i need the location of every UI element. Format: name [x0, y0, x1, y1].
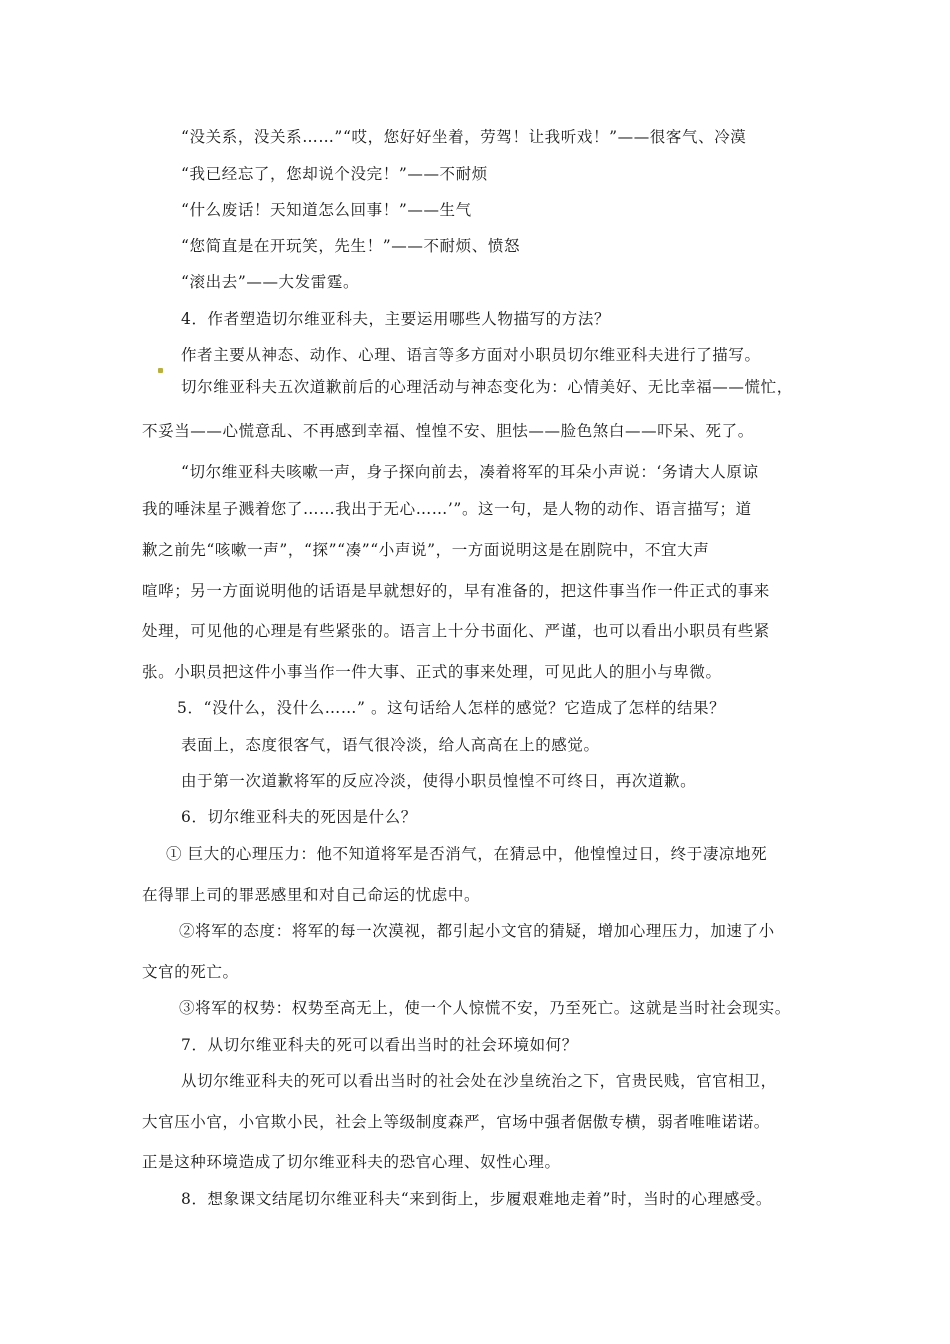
- dialogue-line-1: “没关系，没关系……”“哎，您好好坐着，劳驾！让我听戏！”——很客气、冷漠: [181, 128, 747, 146]
- question-8: 8．想象课文结尾切尔维亚科夫“来到街上，步履艰难地走着”时，当时的心理感受。: [181, 1190, 773, 1208]
- answer-4-line-2: 切尔维亚科夫五次道歉前后的心理活动与神态变化为：心情美好、无比幸福——慌忙，: [181, 378, 793, 396]
- answer-5-line-2: 由于第一次道歉将军的反应冷淡，使得小职员惶惶不可终日，再次道歉。: [181, 772, 697, 790]
- dialogue-line-5: “滚出去”——大发雷霆。: [181, 273, 360, 291]
- question-7: 7．从切尔维亚科夫的死可以看出当时的社会环境如何？: [181, 1036, 578, 1054]
- analysis-line-1: “切尔维亚科夫咳嗽一声，身子探向前去，凑着将军的耳朵小声说：‘务请大人原谅: [181, 463, 759, 481]
- dialogue-line-2: “我已经忘了，您却说个没完！”——不耐烦: [181, 165, 488, 183]
- question-4: 4．作者塑造切尔维亚科夫，主要运用哪些人物描写的方法？: [181, 310, 611, 328]
- answer-7-line-3: 正是这种环境造成了切尔维亚科夫的恐官心理、奴性心理。: [142, 1153, 561, 1171]
- analysis-line-2: 我的唾沫星子溅着您了……我出于无心……’”。这一句，是人物的动作、语言描写；道: [142, 500, 752, 518]
- answer-6-item-3: ③将军的权势：权势至高无上，使一个人惊慌不安，乃至死亡。这就是当时社会现实。: [179, 999, 791, 1017]
- analysis-line-5: 处理，可见他的心理是有些紧张的。语言上十分书面化、严谨，也可以看出小职员有些紧: [142, 622, 770, 640]
- answer-7-line-1: 从切尔维亚科夫的死可以看出当时的社会处在沙皇统治之下，官贵民贱，官官相卫，: [181, 1072, 777, 1090]
- answer-6-item-1-line-1: ① 巨大的心理压力：他不知道将军是否消气，在猜忌中，他惶惶过日，终于凄凉地死: [166, 845, 768, 863]
- answer-4-line-3: 不妥当——心慌意乱、不再感到幸福、惶惶不安、胆怯——脸色煞白——吓呆、死了。: [142, 422, 754, 440]
- dialogue-line-3: “什么废话！天知道怎么回事！”——生气: [181, 201, 472, 219]
- dialogue-line-4: “您简直是在开玩笑，先生！”——不耐烦、愤怒: [181, 237, 521, 255]
- answer-7-line-2: 大官压小官，小官欺小民，社会上等级制度森严，官场中强者倨傲专横，弱者唯唯诺诺。: [142, 1113, 770, 1131]
- analysis-line-4: 喧哗；另一方面说明他的话语是早就想好的，早有准备的，把这件事当作一件正式的事来: [142, 582, 770, 600]
- answer-5-line-1: 表面上，态度很客气，语气很冷淡，给人高高在上的感觉。: [181, 736, 600, 754]
- answer-6-item-2-line-1: ②将军的态度：将军的每一次漠视，都引起小文官的猜疑，增加心理压力，加速了小: [179, 922, 775, 940]
- bullet-marker: [158, 368, 163, 373]
- answer-6-item-2-line-2: 文官的死亡。: [142, 963, 239, 981]
- answer-4-line-1: 作者主要从神态、动作、心理、语言等多方面对小职员切尔维亚科夫进行了描写。: [181, 346, 761, 364]
- answer-6-item-1-line-2: 在得罪上司的罪恶感里和对自己命运的忧虑中。: [142, 886, 481, 904]
- analysis-line-3: 歉之前先“咳嗽一声”，“探”“凑”“小声说”，一方面说明这是在剧院中，不宜大声: [142, 541, 710, 559]
- analysis-line-6: 张。小职员把这件小事当作一件大事、正式的事来处理，可见此人的胆小与卑微。: [142, 663, 722, 681]
- question-6: 6．切尔维亚科夫的死因是什么？: [181, 808, 417, 826]
- question-5: 5．“没什么，没什么……” 。这句话给人怎样的感觉？它造成了怎样的结果？: [177, 699, 726, 717]
